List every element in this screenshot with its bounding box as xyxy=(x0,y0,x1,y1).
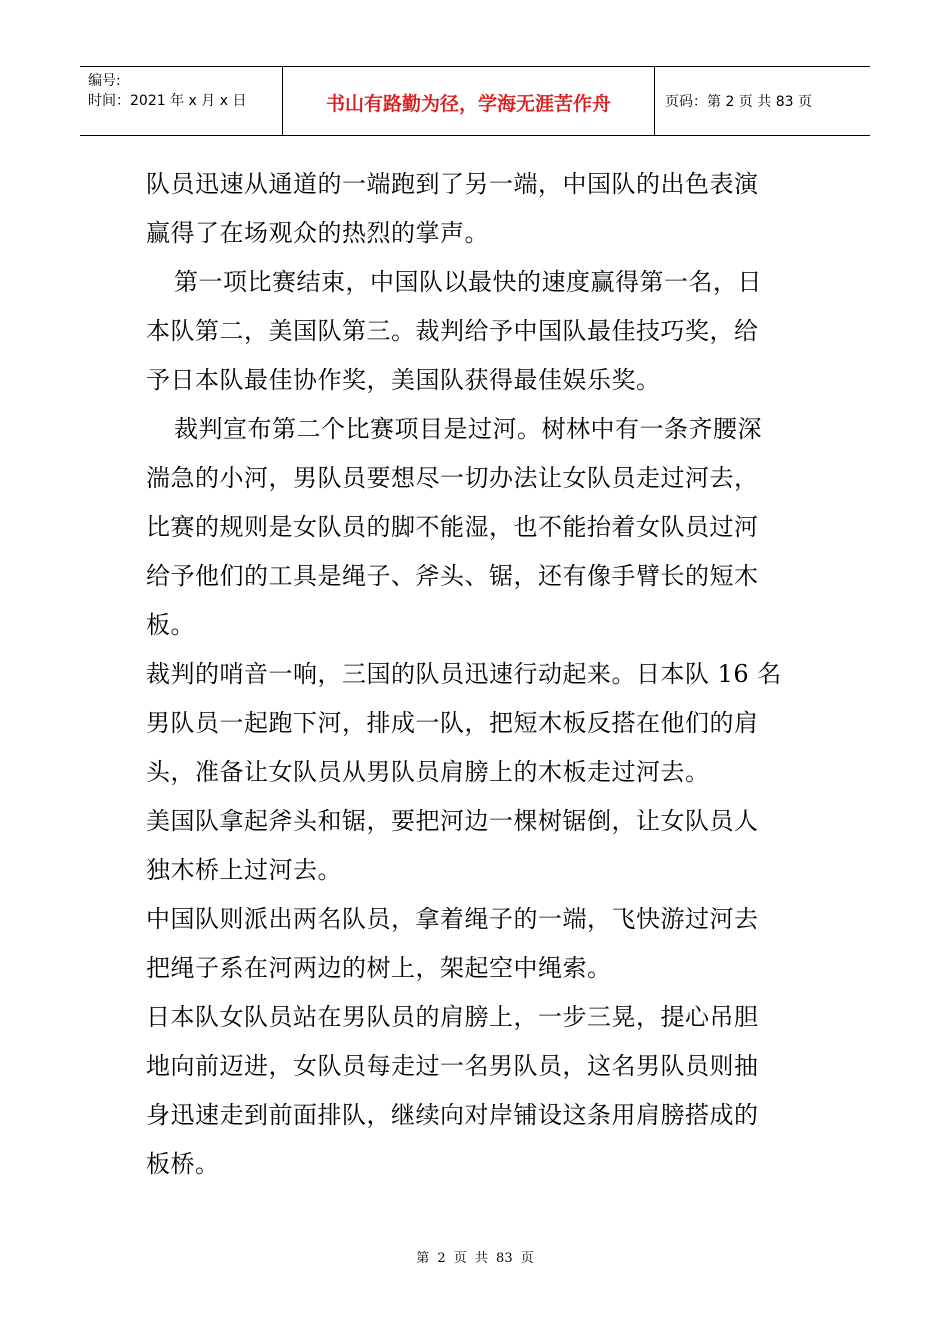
body-line: 裁判宣布第二个比赛项目是过河。树林中有一条齐腰深 xyxy=(174,415,762,443)
header-motto: 书山有路勤为径，学海无涯苦作舟 xyxy=(283,67,655,135)
body-line: 日本队女队员站在男队员的肩膀上，一步三晃，提心吊胆 xyxy=(146,1003,759,1031)
body-line: 予日本队最佳协作奖，美国队获得最佳娱乐奖。 xyxy=(146,366,661,394)
body-line: 板桥。 xyxy=(146,1150,220,1178)
header-number-label: 编号: xyxy=(88,73,121,89)
body-line: 赢得了在场观众的热烈的掌声。 xyxy=(146,219,489,247)
body-line: 美国队拿起斧头和锯，要把河边一棵树锯倒，让女队员人 xyxy=(146,807,759,835)
header-time-label: 时间：2021 年 x 月 x 日 xyxy=(88,93,247,109)
body-line: 第一项比赛结束，中国队以最快的速度赢得第一名，日 xyxy=(174,268,762,296)
document-body xyxy=(146,160,816,1189)
body-line: 身迅速走到前面排队，继续向对岸铺设这条用肩膀搭成的 xyxy=(146,1101,759,1129)
body-line: 把绳子系在河两边的树上，架起空中绳索。 xyxy=(146,954,612,982)
body-line: 给予他们的工具是绳子、斧头、锯，还有像手臂长的短木 xyxy=(146,562,759,590)
body-line: 裁判的哨音一响，三国的队员迅速行动起来。日本队 16 名 xyxy=(146,660,782,688)
header-page-info: 页码：第 2 页 共 83 页 xyxy=(665,94,812,110)
body-line: 男队员一起跑下河，排成一队，把短木板反搭在他们的肩 xyxy=(146,709,759,737)
body-line: 湍急的小河，男队员要想尽一切办法让女队员走过河去， xyxy=(146,464,759,492)
body-line: 本队第二，美国队第三。裁判给予中国队最佳技巧奖，给 xyxy=(146,317,759,345)
body-line: 头，准备让女队员从男队员肩膀上的木板走过河去。 xyxy=(146,758,710,786)
body-line: 板。 xyxy=(146,611,195,639)
body-line: 独木桥上过河去。 xyxy=(146,856,342,884)
body-line: 队员迅速从通道的一端跑到了另一端，中国队的出色表演 xyxy=(146,170,759,198)
page-header xyxy=(80,66,870,136)
body-line: 中国队则派出两名队员，拿着绳子的一端，飞快游过河去 xyxy=(146,905,759,933)
page-footer: 第 2 页 共 83 页 xyxy=(416,1251,534,1266)
header-meta xyxy=(80,67,283,135)
body-line: 比赛的规则是女队员的脚不能湿，也不能抬着女队员过河 xyxy=(146,513,759,541)
body-line: 地向前迈进，女队员每走过一名男队员，这名男队员则抽 xyxy=(146,1052,759,1080)
